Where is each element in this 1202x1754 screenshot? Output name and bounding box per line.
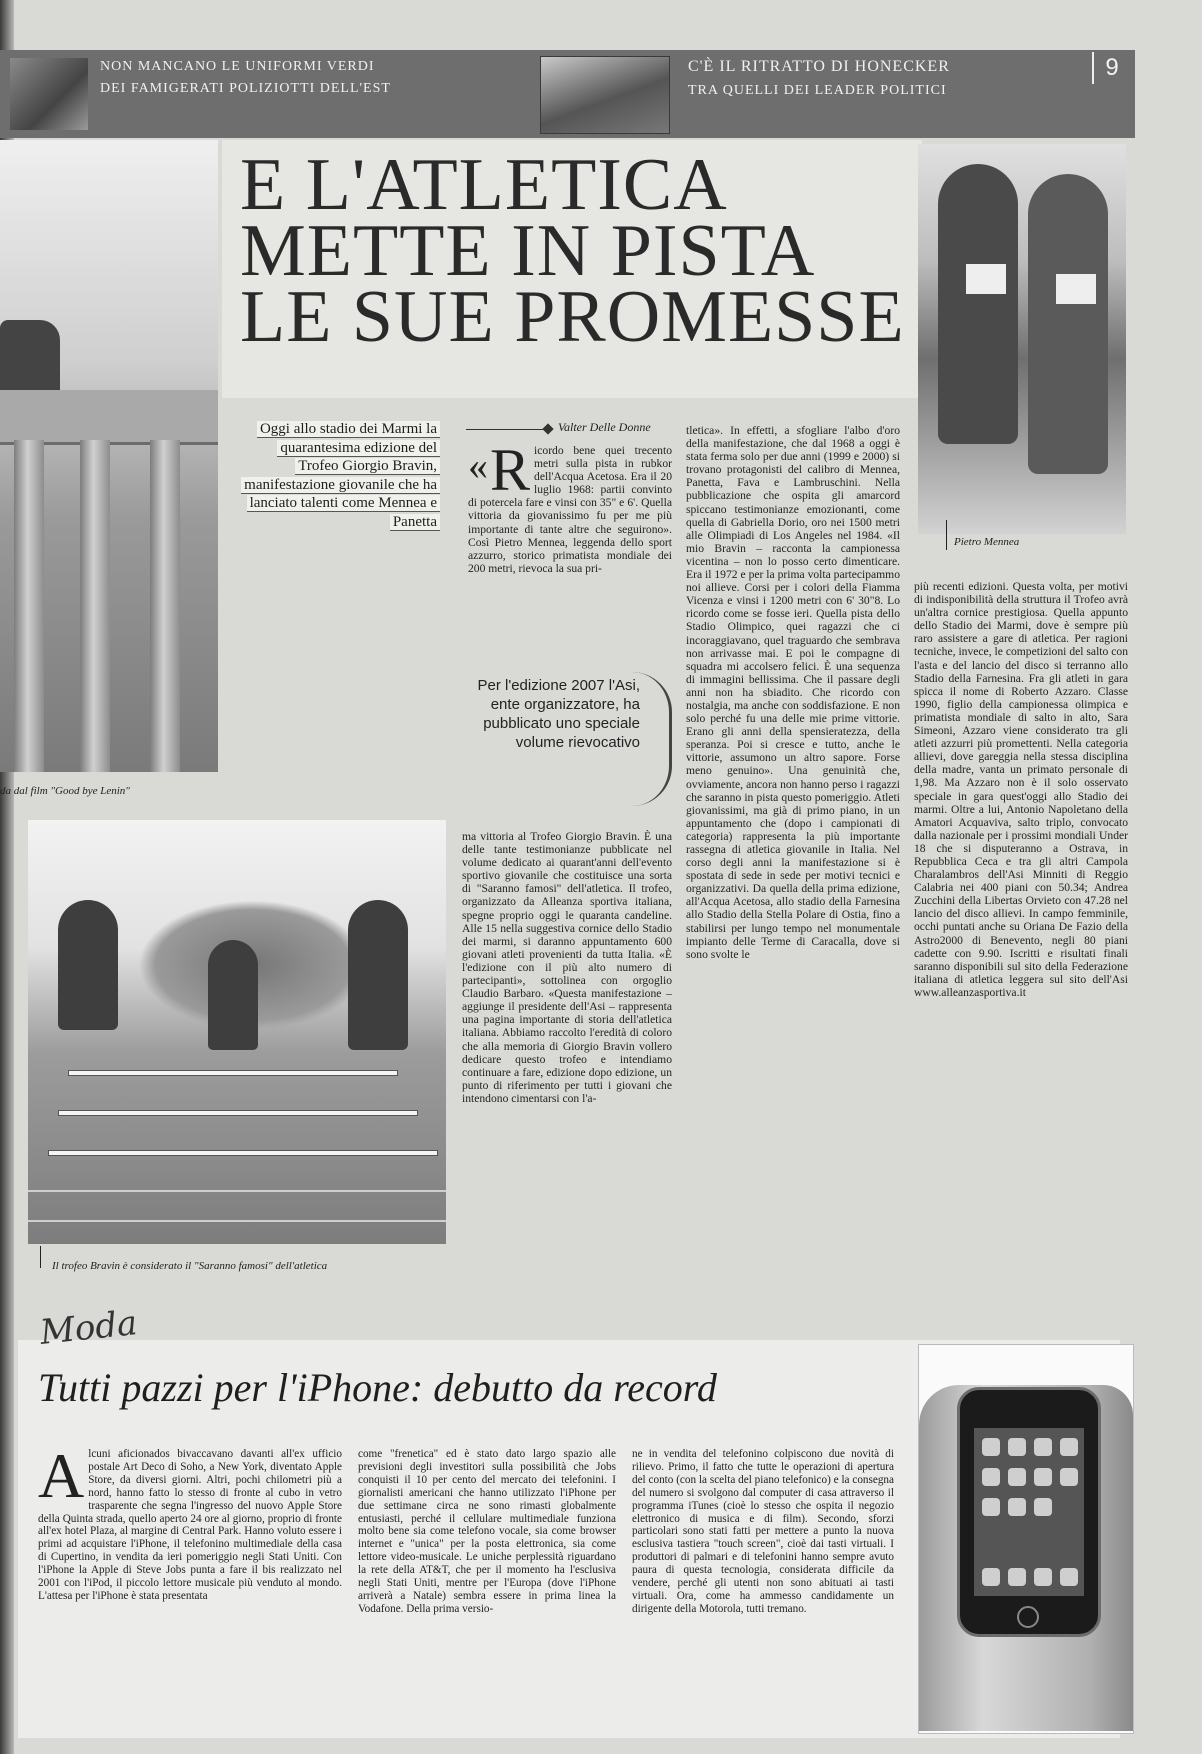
photo-hurdle-shape: [68, 1070, 398, 1076]
photo-app-icon: [1034, 1468, 1052, 1486]
caption-hurdles: Il trofeo Bravin è considerato il "Saranno famosi" dell'atletica: [52, 1260, 328, 1272]
drop-cap: R: [490, 444, 531, 503]
header-thumbnail-honecker: [540, 56, 670, 134]
deck-text: Oggi allo stadio dei Marmi la quarantesima edizione del Trofeo Giorgio Bravin, manifestazione giovanile che ha lanciato talenti come Mennea e Panetta: [241, 421, 440, 531]
caption-gate-photo: da dal film "Good bye Lenin": [0, 785, 130, 797]
photo-app-icon: [1060, 1438, 1078, 1456]
column-1-top-text: icordo bene quei trecento metri sulla pista in rubkor dell'Acqua Acetosa. Era il 20 luglio 1968: partii convinto di potercela fare e vinsi con 35" e 6'. Quella vittoria da giovanissimo fu per me più importante di tante altre che seguirono». Così Pietro Mennea, leggenda dello sport azzurro, storico primatista mondiale dei 200 metri, rievoca la sua pri-: [468, 444, 672, 575]
caption-rule: [40, 1246, 41, 1268]
headline-line-1: E L'ATLETICA: [240, 144, 728, 226]
photo-app-icon: [1060, 1568, 1078, 1586]
photo-hurdle-shape: [48, 1150, 438, 1156]
photo-jumper-shape: [208, 940, 258, 1050]
photo-lane-shape: [28, 1190, 446, 1192]
page-number: 9: [1092, 52, 1130, 84]
photo-app-icon: [1034, 1438, 1052, 1456]
photo-runner-shape: [938, 164, 1018, 444]
photo-hurdle-shape: [58, 1110, 418, 1116]
iphone-drop-cap: A: [38, 1448, 85, 1511]
section-logo: Moda: [38, 1303, 140, 1353]
headline-line-3: LE SUE PROMESSE: [240, 276, 905, 358]
photo-app-icon: [982, 1568, 1000, 1586]
photo-lane-shape: [28, 1220, 446, 1222]
photo-jumper-shape: [58, 900, 118, 1030]
byline-rule: [466, 429, 546, 430]
photo-statue-shape: [0, 320, 60, 392]
iphone-column-3: ne in vendita del telefonino colpiscono due novità di rilievo. Primo, il fatto che tutte le operazioni di apertura del conto (con la scelta del piano telefonico) e la consegna del numero si svolgono dal computer di casa attraverso il programma iTunes (cioè lo stesso che ospita il negozio elettronico di musica e di film). Secondo, sforzi particolari sono stati fatti per mettere a punto la nuova esclusiva tastiera "touch screen", cioè dai tasti virtuali. I produttori di palmari e di telefonini hanno sempre avuto paura di questa tecnologia, considerata difficile da vendere, perché gli utenti non sono abituati ai tasti virtuali. Ora, come ha ammesso candidamente un dirigente della Motorola, tutti tremano.: [632, 1448, 894, 1615]
photo-app-icon: [1034, 1498, 1052, 1516]
header-band: [0, 50, 1135, 138]
photo-iphone: [918, 1344, 1134, 1734]
photo-runner-shape: [1028, 174, 1108, 474]
iphone-column-1-text: lcuni aficionados bivaccavano davanti all'ex ufficio postale Art Deco di Soho, a New York, diventato Apple Store, da diversi giorni. Altri, pochi chilometri più a nord, hanno fatto lo stesso di fronte al cubo in vetro trasparente che segna l'ingresso del nuovo Apple Store della Quinta strada, quello aperto 24 ore al giorno, proprio di fronte all'ex hotel Plaza, al margine di Central Park. Hanno voluto essere i primi ad acquistare l'iPhone, il telefonino multimediale della casa di Cupertino, in vendita da ieri pomeriggio negli Stati Uniti. Con l'iPhone la Apple di Steve Jobs punta a fare il bis realizzato nel 2001 con l'iPod, il piccolo lettore musicale più venduto al mondo. L'attesa per l'iPhone è stata presentata: [38, 1448, 342, 1602]
photo-device-shape: [957, 1387, 1101, 1637]
photo-app-icon: [982, 1438, 1000, 1456]
photo-app-icon: [1008, 1498, 1026, 1516]
caption-mennea: Pietro Mennea: [954, 536, 1020, 548]
photo-column-shape: [14, 440, 44, 772]
kicker-left-line2: DEI FAMIGERATI POLIZIOTTI DELL'EST: [100, 81, 391, 96]
iphone-column-1: [38, 1448, 342, 1724]
article-column-1-top: [468, 444, 672, 652]
photo-column-shape: [80, 440, 110, 772]
iphone-headline: Tutti pazzi per l'iPhone: debutto da record: [38, 1365, 717, 1410]
byline-marker: [542, 423, 553, 434]
article-headline: [240, 144, 920, 358]
photo-app-icon: [1008, 1438, 1026, 1456]
headline-line-2: METTE IN PISTA: [240, 210, 816, 292]
photo-bib-shape: [966, 264, 1006, 294]
pull-quote-bracket: [632, 672, 672, 806]
photo-pediment-shape: [0, 390, 218, 445]
opening-quote: «: [468, 444, 488, 488]
photo-column-shape: [150, 440, 180, 772]
photo-app-icon: [1008, 1468, 1026, 1486]
header-thumbnail-left: [10, 58, 88, 130]
photo-hurdles: [28, 820, 446, 1244]
kicker-right-line2: TRA QUELLI DEI LEADER POLITICI: [688, 83, 947, 98]
kicker-left-line1: NON MANCANO LE UNIFORMI VERDI: [100, 59, 375, 74]
article-column-1-bottom: ma vittoria al Trofeo Giorgio Bravin. È una delle tante testimonianze pubblicate nel volume dedicato ai quarant'anni dell'evento sportivo giovanile che costituisce una sorta di "Saranno famosi" dell'atletica. Il trofeo, organizzato da Alleanza sportiva italiana, spegne proprio oggi le quaranta candeline. Alle 15 nella suggestiva cornice dello Stadio dei marmi, si daranno appuntamento 600 giovani atleti provenienti da tutta Italia. «È l'edizione con il più alto numero di partecipanti», sottolinea con orgoglio Claudio Barbaro. «Questa manifestazione – aggiunge il presidente dell'Asi – rappresenta una pagina importante di storia dell'atletica italiana. Abbiamo raccolto l'eredità di coloro che alla memoria di Giorgio Bravin vollero dedicare questo trofeo e intendiamo continuare a fare, edizione dopo edizione, un punto di riferimento per tutti i giovani che intendono cimentarsi con l'a-: [462, 830, 672, 1105]
photo-app-icon: [982, 1468, 1000, 1486]
photo-bib-shape: [1056, 274, 1096, 304]
photo-app-icon: [1060, 1468, 1078, 1486]
photo-jumper-shape: [348, 900, 408, 1050]
article-column-2: tletica». In effetti, a sfogliare l'albo d'oro della manifestazione, che dal 1968 a oggi è stata ferma solo per due anni (1999 e 2000) si trovano protagonisti del calibro di Mennea, Panetta, Fava e Lambruschini. Nella pubblicazione che ospita gli amarcord spiccano testimonianze emozionanti, come quella di Gabriella Dorio, oro nei 1500 metri alle Olimpiadi di Los Angeles nel 1984. «Il mio Bravin – racconta la campionessa vicentina – non lo posso certo dimenticare. Era il 1972 e per la prima volta partecipammo noi allieve. Corsi per i colori della Fiamma Vicenza e vinsi i 1200 metri con 6' 30"8. Lo ricordo come se fosse ieri. Quella pista dello Stadio Olimpico, quei ragazzi che ci incoraggiavano, quel traguardo che sembrava non arrivasse mai. E poi le compagne di squadra mi accolsero felici. È una sequenza di immagini bellissima. Che il passare degli anni non ha sbiadito. Che ricordo con nostalgia, ma anche con soddisfazione. E non solo perché fu una delle mie prime vittorie. Erano gli anni della spensieratezza, della speranza. Poi si cresce e tutto, anche le vittorie, assumono un altro sapore. Forse meno genuino». Una genuinità che, ovviamente, ancora non hanno perso i ragazzi che saranno in pista questo pomeriggio. Atleti giovanissimi, ma già di primo piano, in un appuntamento che (dopo i campionati di categoria) rappresenta la più importante rassegna di atletica giovanile in Italia. Nel corso degli anni la manifestazione si è spostata di sede in sede per motivi tecnici e organizzativi. Da quella della prima edizione, all'Acqua Acetosa, allo stadio della Farnesina allo Stadio della Stella Polare di Ostia, fino a stabilirsi per lungo tempo nel monumentale impianto delle Terme di Caracalla, dove si sono svolte le: [686, 424, 900, 961]
pull-quote: Per l'edizione 2007 l'Asi, ente organizzatore, ha pubblicato uno speciale volume rievocativo: [477, 677, 640, 751]
photo-app-icon: [982, 1498, 1000, 1516]
photo-home-button-shape: [1017, 1606, 1039, 1628]
photo-screen-shape: [974, 1428, 1084, 1596]
photo-app-icon: [1034, 1568, 1052, 1586]
caption-rule: [946, 520, 947, 550]
article-column-3: più recenti edizioni. Questa volta, per motivi di indisponibilità della struttura il Trofeo avrà un'altra cornice prestigiosa. Quella appunto dello Stadio dei Marmi, dove è sempre più raro assistere a gare di atletica. Per ragioni tecniche, invece, le competizioni del salto con l'asta e del lancio del disco si terranno allo Stadio della Farnesina. Fra gli atleti in gara spicca il nome di Roberto Azzaro. Classe 1990, figlio della campionessa olimpica e primatista mondiale di salto in alto, Sara Simeoni, Azzaro viene considerato tra gli atleti azzurri più promettenti. Nella categoria allievi, dove gareggia nella stessa disciplina della madre, vanta un primato personale di 1,98. Ma Azzaro non è il solo osservato speciale in gara quest'oggi allo Stadio dei marmi. Oltre a lui, Antonio Napoletano della Amatori Acquaviva, salto triplo, convocato dalla nazionale per i prossimi mondiali Under 18 che si disputeranno a Ostrava, in Repubblica Ceca e tra gli altri Campola Charalambros dell'Asi Minniti di Reggio Calabria nei 400 piani con 50.34; Andrea Zucchini della Libertas Orvieto con 47.28 nel lancio del disco allievi. In campo femminile, occhi puntati anche su Oriana De Fazio della Astro2000 di Benevento, negli 80 piani cadette con 9.90. Iscritti e risultati finali saranno disponibili sul sito della Federazione italiana di atletica leggera sul sito dell'Asi www.alleanzasportiva.it: [914, 580, 1128, 999]
photo-mennea: [918, 144, 1126, 534]
photo-app-icon: [1008, 1568, 1026, 1586]
photo-brandenburg-gate: [0, 140, 218, 772]
article-byline: Valter Delle Donne: [558, 420, 651, 434]
kicker-right-line1: C'È IL RITRATTO DI HONECKER: [688, 58, 950, 75]
iphone-column-2: come "frenetica" ed è stato dato largo spazio alle previsioni degli investitori sulla possibilità che Jobs conquisti il 10 per cento del mercato dei telefonini. I giornalisti americani che hanno utilizzato l'iPhone per due settimane circa ne sono rimasti globalmente entusiasti, perché il cellulare multimediale funziona molto bene sia come telefono vocale, sia come browser internet e "unica" per la posta elettronica, sia come lettore video-musicale. Le uniche perplessità riguardano la rete della AT&T, che per il momento ha l'esclusiva negli Stati Uniti, mentre per l'Europa (dove l'iPhone arriverà a Natale) sembra essere in prima linea la Vodafone. Della prima versio-: [358, 1448, 616, 1615]
article-deck: [240, 420, 440, 531]
